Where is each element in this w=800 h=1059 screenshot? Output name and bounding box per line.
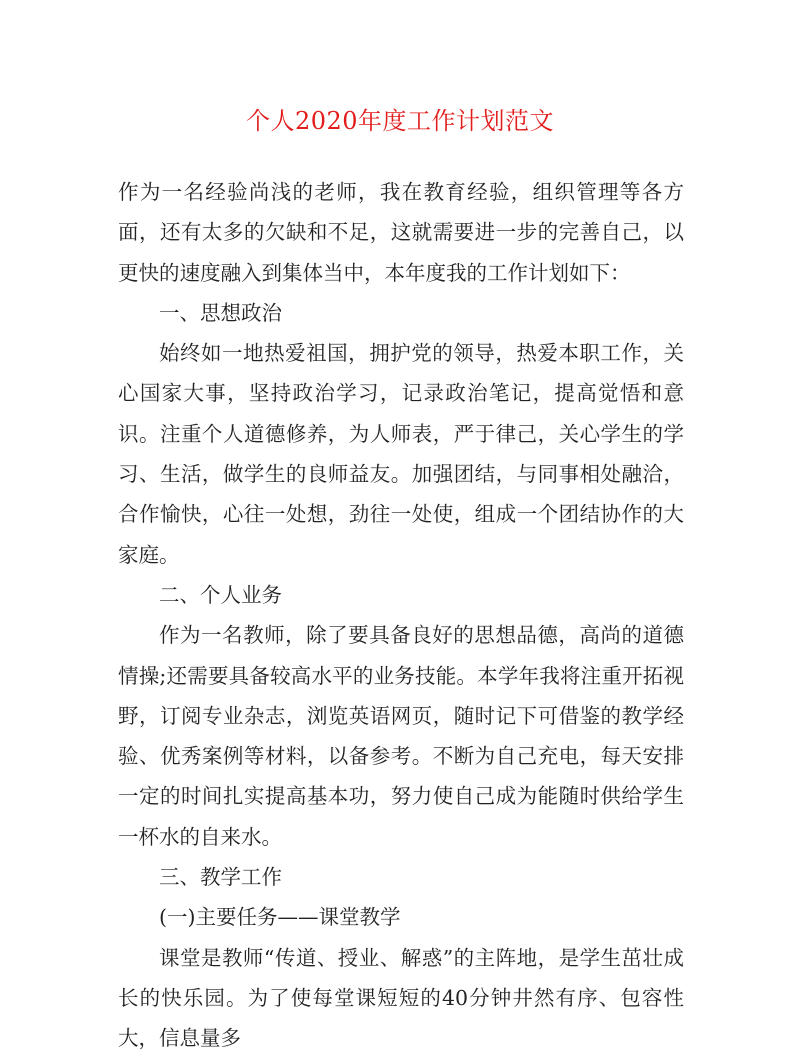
subsection-heading-classroom: (一)主要任务——课堂教学 — [159, 905, 401, 930]
document-body — [118, 172, 684, 1059]
section-heading-teaching: 三、教学工作 — [159, 865, 282, 890]
section-heading-politics: 一、思想政治 — [159, 300, 282, 325]
politics-paragraph: 始终如一地热爱祖国，拥护党的领导，热爱本职工作，关心国家大事，坚持政治学习，记录政治笔记，提高觉悟和意识。注重个人道德修养，为人师表，严于律己，关心学生的学习、生活，做学生的良师益友。加强团结，与同事相处融洽，合作愉快，心往一处想，劲往一处使，组成一个团结协作的大家庭。 — [118, 341, 684, 567]
classroom-paragraph: 课堂是教师“传道、授业、解惑”的主阵地，是学生茁壮成长的快乐园。为了使每堂课短短的40分钟井然有序、包容性大，信息量多 — [118, 945, 684, 1051]
document-title: 个人2020年度工作计划范文 — [245, 107, 555, 135]
intro-paragraph: 作为一名经验尚浅的老师，我在教育经验，组织管理等各方面，还有太多的欠缺和不足，这就需要进一步的完善自己，以更快的速度融入到集体当中，本年度我的工作计划如下： — [118, 180, 684, 285]
professional-paragraph: 作为一名教师，除了要具备良好的思想品德，高尚的道德情操;还需要具备较高水平的业务技能。本学年我将注重开拓视野，订阅专业杂志，浏览英语网页，随时记下可借鉴的教学经验、优秀案例等材料，以备参考。不断为自己充电，每天安排一定的时间扎实提高基本功，努力使自己成为能随时供给学生一杯水的自来水。 — [118, 623, 684, 849]
section-heading-professional: 二、个人业务 — [159, 582, 282, 607]
